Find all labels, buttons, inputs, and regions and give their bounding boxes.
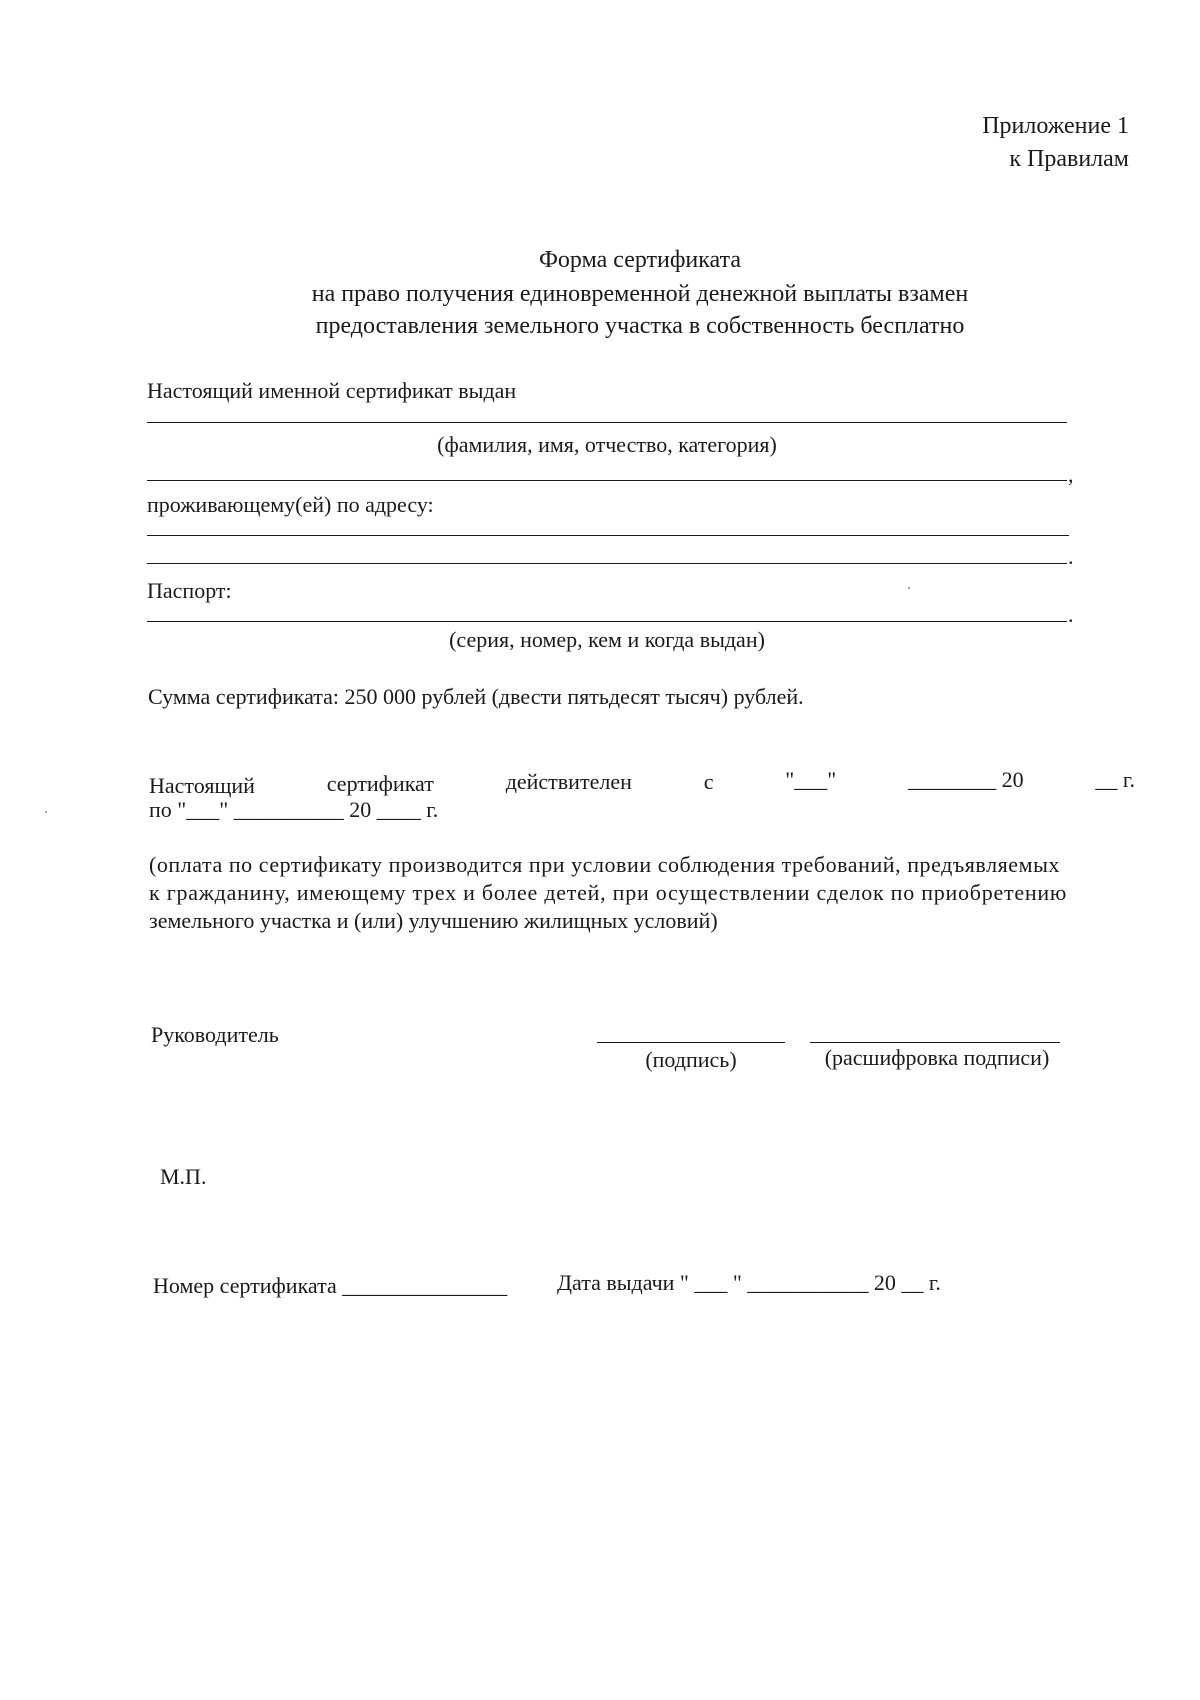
address-field-line-1[interactable] [147,535,1069,536]
payment-line-1: (оплата по сертификату производится при условии соблюдения требований, предъявляемых [149,852,1060,877]
appendix-line-1: Приложение 1 [982,113,1129,139]
appendix-line-2: к Правилам [1009,146,1129,172]
title-line-2: на право получения единовременной денежной выплаты взамен [311,281,969,307]
signature-decode-field-line[interactable] [810,1042,1060,1043]
scan-speck [908,587,910,589]
stamp-place-label: М.П. [160,1164,207,1189]
passport-period: . [1068,602,1074,627]
name-field-line-2[interactable] [147,480,1067,481]
validity-word-2: сертификат [326,771,434,796]
passport-caption: (серия, номер, кем и когда выдан) [449,627,765,652]
validity-line-2: по "___" __________ 20 ____ г. [149,797,439,822]
validity-word-3: действителен [505,769,632,794]
address-field-line-2[interactable] [147,563,1067,564]
signature-field-line[interactable] [597,1042,785,1043]
passport-field-line[interactable] [147,621,1067,622]
validity-line-1 [149,767,1135,799]
validity-date-month-year[interactable]: ________ 20 [908,767,1024,792]
issue-date-label[interactable]: Дата выдачи " ___ " ___________ 20 __ г. [557,1270,941,1295]
address-label: проживающему(ей) по адресу: [147,492,434,517]
name-line-comma: , [1068,462,1074,487]
name-caption: (фамилия, имя, отчество, категория) [437,432,777,457]
title-line-3: предоставления земельного участка в собственность бесплатно [315,313,965,339]
title-line-1: Форма сертификата [538,247,742,273]
validity-date-day[interactable]: "___" [785,767,837,792]
scan-speck [45,811,47,813]
payment-line-3: земельного участка и (или) улучшению жилищных условий) [149,908,718,933]
payment-line-2: к гражданину, имеющему трех и более детей, при осуществлении сделок по приобретению [149,880,1068,905]
name-field-line-1[interactable] [147,422,1067,423]
validity-word-1: Настоящий [149,773,255,798]
validity-date-year-suffix[interactable]: __ г. [1095,767,1135,792]
signature-decode-caption: (расшифровка подписи) [824,1045,1050,1070]
passport-label: Паспорт: [147,578,232,603]
issued-label: Настоящий именной сертификат выдан [147,378,517,403]
signatory-role: Руководитель [151,1022,279,1047]
signature-caption: (подпись) [645,1047,737,1072]
validity-word-4: с [703,769,714,794]
amount-text: Сумма сертификата: 250 000 рублей (двести пятьдесят тысяч) рублей. [148,684,804,709]
address-period: . [1068,544,1074,569]
certificate-number-label[interactable]: Номер сертификата _______________ [153,1273,508,1298]
